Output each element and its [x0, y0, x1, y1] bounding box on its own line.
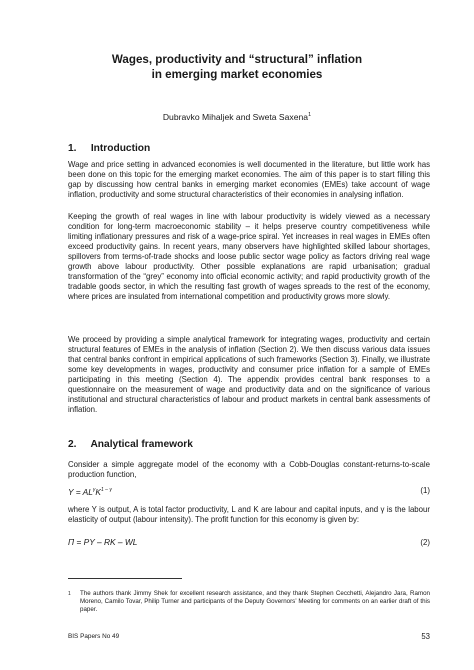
- title-line-1: Wages, productivity and “structural” inflation: [111, 53, 363, 66]
- section-1-title: Introduction: [90, 143, 151, 154]
- footer-publication: BIS Papers No 49: [68, 633, 120, 640]
- page-number: 53: [421, 632, 430, 641]
- author-line: [60, 110, 414, 123]
- author-footnote-mark: 1: [308, 112, 312, 118]
- equation-1-lhs: Y = AL: [68, 487, 93, 497]
- equation-1-number: (1): [420, 486, 430, 495]
- equation-2-text: Π = PY – RK – WL: [68, 537, 138, 547]
- section-1-number: 1.: [68, 143, 77, 154]
- title-line-2: in emerging market economies: [151, 68, 323, 81]
- paper-title: [60, 52, 414, 82]
- section-2-number: 2.: [68, 439, 77, 450]
- footnote: [68, 590, 430, 614]
- footnote-mark: 1: [68, 591, 71, 597]
- equation-1-exponent-labour: γ: [92, 487, 96, 493]
- framework-explanation-paragraph: where Y is output, A is total factor productivity, L and K are labour and capital inputs, and γ is the labour elasticity of output (labour intensity). The profit function for this economy is given by:: [68, 505, 430, 524]
- intro-paragraph-2: Keeping the growth of real wages in line with labour productivity is widely viewed as a necessary condition for long-term macroeconomic stability – it helps preserve country competitiveness while limiting inflationary pressures and risk of a wage-price spiral. Yet increases in real wages in EMEs often exceed productivity gains. In recent years, many observers have highlighted skilled labour shortages, spillovers from terms-of-trade shocks and loose public sector wage policy as factors driving real wage growth above labour productivity. Other possible explanations are rapid urbanisation; gradual transformation of the “grey” economy into official economic activity; and rapid productivity growth of the tradable goods sector, in which the resulting fast growth of wages spreads to the rest of the economy, where prices are insulated from international competition and productivity grows more slowly.: [68, 212, 430, 301]
- author-names: Dubravko Mihaljek and Sweta Saxena: [162, 111, 309, 122]
- intro-paragraph-3: We proceed by providing a simple analytical framework for integrating wages, productivity and certain structural features of EMEs in the analysis of inflation (Section 2). We then discuss various data issues that central banks confront in empirical applications of such frameworks (Section 3). Finally, we illustrate some key developments in wages, productivity and consumer price inflation for a sample of EMEs participating in this meeting (Section 4). The appendix provides central bank responses to a questionnaire on the measurement of wage and productivity data and on the significance of various institutional and structural characteristics of labour and product markets in central bank assessments of inflation.: [68, 335, 430, 414]
- framework-intro-paragraph: Consider a simple aggregate model of the economy with a Cobb-Douglas constant-returns-to-scale production function,: [68, 460, 430, 479]
- equation-1: [68, 485, 430, 498]
- intro-paragraph-1: Wage and price setting in advanced economies is well documented in the literature, but little work has been done on this topic for the emerging market economies. The aim of this paper is to start filling this gap by discussing how central banks in emerging market economies (EMEs) take account of wage inflation, productivity and some structural characteristics of their economies in analysing inflation.: [68, 160, 430, 199]
- equation-2: [68, 537, 430, 548]
- footnote-text: The authors thank Jimmy Shek for excellent research assistance, and they thank Stephen Cecchetti, Alejandro Jara, Ramon Moreno, Camilo Tovar, Philip Turner and participants of the Deputy Governors’ Meeting for comments on an earlier draft of this paper.: [80, 590, 430, 613]
- section-2-title: Analytical framework: [90, 439, 193, 450]
- section-1-heading: [68, 142, 150, 155]
- equation-2-number: (2): [420, 538, 430, 547]
- footnote-separator: [68, 578, 182, 579]
- equation-1-capital: K: [95, 487, 102, 497]
- section-2-heading: [68, 438, 193, 451]
- equation-1-exponent-capital: 1 – γ: [101, 487, 112, 493]
